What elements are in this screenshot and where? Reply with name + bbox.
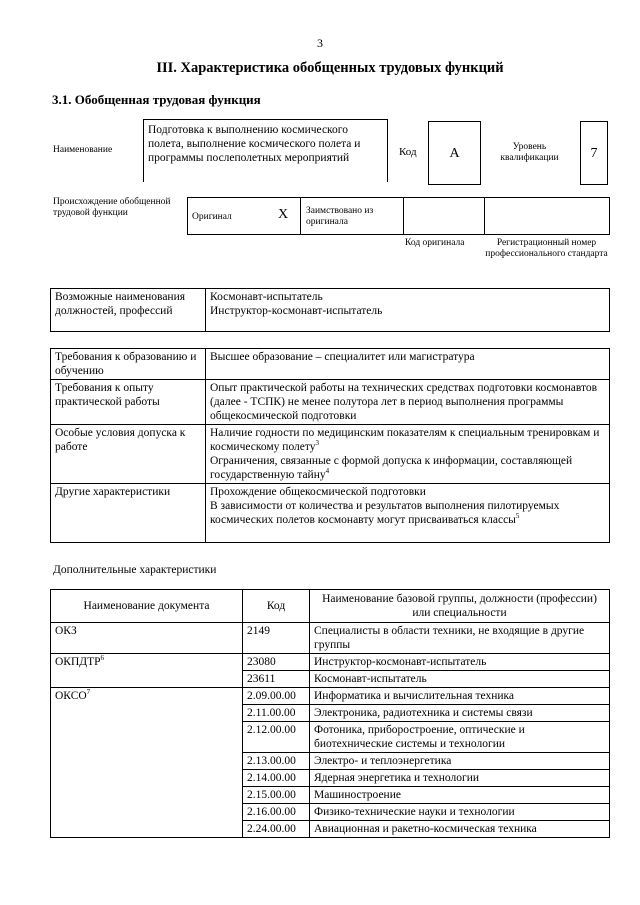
req-value [206, 425, 610, 484]
name-cell: Фотоника, приборостроение, оптические и биотехнические системы и технологии [310, 722, 610, 753]
footnote-mark: 7 [86, 688, 91, 697]
section-title: III. Характеристика обобщенных трудовых функций [156, 60, 504, 76]
level-value: 7 [580, 121, 608, 185]
footnote-mark: 3 [315, 439, 320, 448]
additional-title: Дополнительные характеристики [53, 564, 217, 576]
name-cell: Информатика и вычислительная техника [310, 688, 610, 705]
req-value [206, 484, 610, 543]
table-row [51, 654, 610, 671]
req-label: Особые условия допуска к работе [51, 425, 206, 484]
req-label: Другие характеристики [51, 484, 206, 543]
reg-number-caption: Регистрационный номер профессионального стандарта [485, 238, 608, 259]
name-cell: Машиностроение [310, 787, 610, 804]
doc-name: ОКЗ [51, 623, 243, 654]
footnote-mark: 5 [515, 512, 520, 521]
code-original-caption: Код оригинала [405, 238, 465, 248]
positions-table [50, 288, 610, 332]
code-value: A [428, 121, 481, 185]
header-name: Наименование базовой группы, должности (профессии) или специальности [310, 590, 610, 623]
doc-name: ОКПДТР$^6$ [51, 654, 243, 688]
original-label: Оригинал [192, 212, 232, 222]
position-item: Инструктор-космонавт-испытатель [210, 305, 383, 317]
table-row [51, 623, 610, 654]
name-cell: Физико-технические науки и технологии [310, 804, 610, 821]
code-cell: 2.11.00.00 [243, 705, 310, 722]
additional-table [50, 589, 610, 838]
footnote-mark: 6 [100, 654, 105, 663]
code-cell: 2149 [243, 623, 310, 654]
req-label: Требования к образованию и обучению [51, 349, 206, 380]
code-cell: 23611 [243, 671, 310, 688]
name-cell: Ядерная энергетика и технологии [310, 770, 610, 787]
footnote-mark: 4 [325, 467, 330, 476]
header-doc: Наименование документа [51, 590, 243, 623]
code-cell: 2.14.00.00 [243, 770, 310, 787]
requirements-table [50, 348, 610, 543]
positions-values [206, 289, 610, 332]
code-cell: 2.24.00.00 [243, 821, 310, 838]
req-label: Требования к опыту практической работы [51, 380, 206, 425]
level-label: Уровень квалификации [500, 142, 559, 163]
req-value: Опыт практической работы на технических средствах подготовки космонавтов (далее - ТСПК) не менее полутора лет в период выполнения программы общекосмической подготовки [206, 380, 610, 425]
code-cell: 2.16.00.00 [243, 804, 310, 821]
name-cell: Специалисты в области техники, не входящие в другие группы [310, 623, 610, 654]
positions-label: Возможные наименования должностей, профессий [51, 289, 206, 332]
name-cell: Электро- и теплоэнергетика [310, 753, 610, 770]
table-row [51, 688, 610, 705]
page-number: 3 [317, 36, 323, 50]
req-value: Высшее образование – специалитет или магистратура [206, 349, 610, 380]
code-cell: 2.13.00.00 [243, 753, 310, 770]
req-text: Наличие годности по медицинским показателям к специальным тренировкам и космическому полету [210, 427, 600, 453]
code-cell: 23080 [243, 654, 310, 671]
name-cell: Инструктор-космонавт-испытатель [310, 654, 610, 671]
code-label: Код [399, 146, 417, 158]
code-cell: 2.15.00.00 [243, 787, 310, 804]
code-cell: 2.09.00.00 [243, 688, 310, 705]
doc-name: ОКСО$^7$ [51, 688, 243, 838]
code-cell: 2.12.00.00 [243, 722, 310, 753]
subsection-title: 3.1. Обобщенная трудовая функция [52, 92, 261, 107]
position-item: Космонавт-испытатель [210, 291, 323, 303]
name-cell: Электроника, радиотехника и системы связи [310, 705, 610, 722]
original-mark: X [278, 207, 289, 222]
name-cell: Космонавт-испытатель [310, 671, 610, 688]
name-label: Наименование [53, 145, 113, 155]
req-text: Ограничения, связанные с формой допуска к информации, составляющей государственную тайну [210, 455, 573, 481]
function-name-value: Подготовка к выполнению космического полета, выполнение космического полета и программы послеполетных мероприятий [143, 119, 388, 182]
name-cell: Авиационная и ракетно-космическая техника [310, 821, 610, 838]
req-text: В зависимости от количества и результатов выполнения пилотируемых космических полетов космонавту могут присваиваться классы [210, 500, 560, 526]
req-text: Прохождение общекосмической подготовки [210, 486, 426, 498]
origin-label: Происхождение обобщенной трудовой функции [53, 197, 171, 218]
header-code: Код [243, 590, 310, 623]
borrowed-label: Заимствовано из оригинала [306, 206, 374, 227]
